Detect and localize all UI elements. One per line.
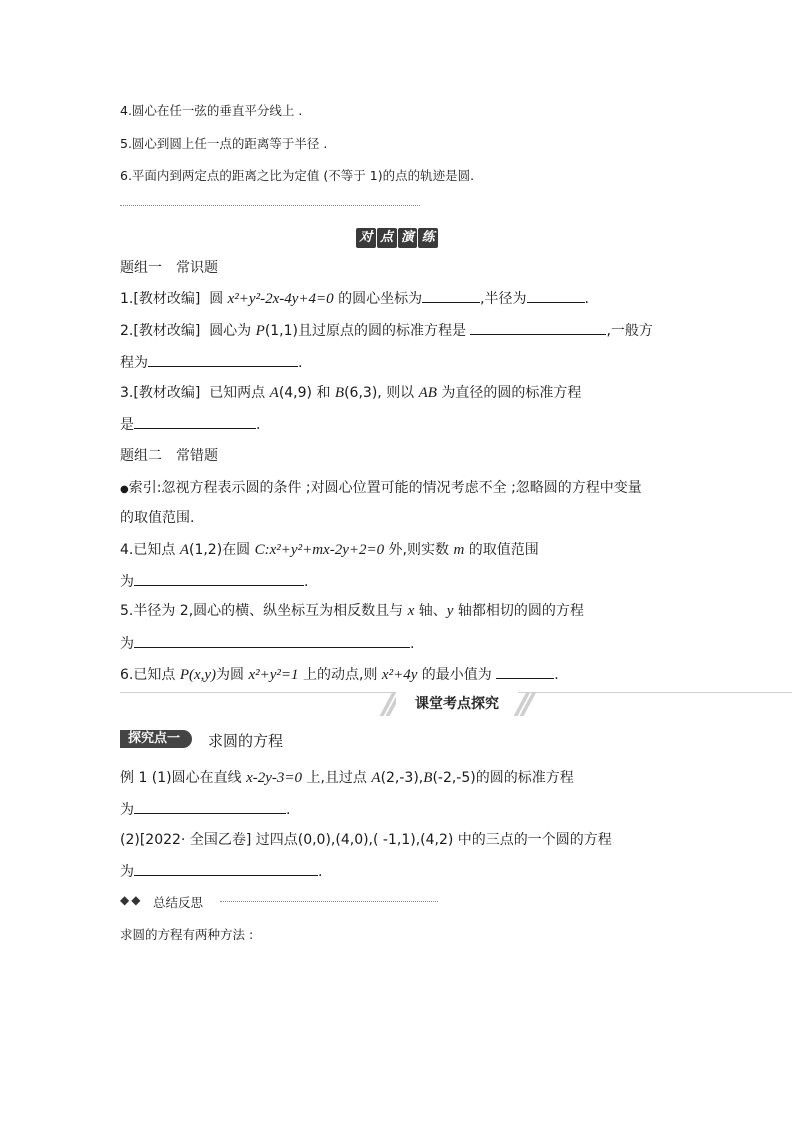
summary-dotted-line [220,901,438,902]
answer-blank[interactable] [134,414,256,429]
diamond-icon: ◆◆ [120,893,143,907]
answer-blank[interactable] [422,288,480,303]
question-3-line2: 是 . [120,414,260,435]
group1-title: 题组一 常识题 [120,260,218,276]
duidian-yanlian-badge: 对 点 演 练 [356,228,438,248]
answer-blank[interactable] [470,320,606,335]
error-index: ●索引:忽视方程表示圆的条件 ;对圆心位置可能的情况考虑不全 ;忽略圆的方程中变量 [120,480,642,496]
question-2: 2.[教材改编] 圆心为 P(1,1)且过原点的圆的标准方程是 ,一般方 [120,320,653,341]
question-2-line2: 程为 . [120,352,302,373]
dotted-separator [120,205,420,206]
property-item-6: 6.平面内到两定点的距离之比为定值 (不等于 1)的点的轨迹是圆. [120,168,475,183]
example-1-part-1: 例 1 (1)圆心在直线 x-2y-3=0 上,且过点 A(2,-3),B(-2,-5)的圆的标准方程 [120,770,574,786]
question-4: 4.已知点 A(1,2)在圆 C:x²+y²+mx-2y+2=0 外,则实数 m 的取值范围 [120,542,539,558]
example-1-part-2: (2)[2022· 全国乙卷] 过四点(0,0),(4,0),( -1,1),(4,2) 中的三点的一个圆的方程 [120,832,612,848]
example-1-part-1-line2: 为 . [120,799,290,820]
example-1-part-2-line2: 为 . [120,861,322,882]
answer-blank[interactable] [496,664,554,679]
answer-blank[interactable] [134,633,410,648]
answer-blank[interactable] [527,288,585,303]
summary-title: 总结反思 [153,895,204,910]
group2-title: 题组二 常错题 [120,448,218,464]
exploration-point-tag: 探究点一 [120,730,192,748]
section-title: 课堂考点探究 [396,692,518,716]
question-6: 6.已知点 P(x,y)为圆 x²+y²=1 上的动点,则 x²+4y 的最小值为 . [120,664,559,685]
question-5-line2: 为 . [120,633,414,654]
question-1: 1.[教材改编] 圆 x²+y²-2x-4y+4=0 的圆心坐标为 ,半径为 . [120,288,589,309]
section-banner [382,692,532,716]
summary-text: 求圆的方程有两种方法 : [120,927,254,942]
error-index-line2: 的取值范围. [120,510,195,526]
property-item-5: 5.圆心到圆上任一点的距离等于半径 . [120,136,328,151]
answer-blank[interactable] [134,799,286,814]
question-3: 3.[教材改编] 已知两点 A(4,9) 和 B(6,3), 则以 AB 为直径的圆的标准方程 [120,385,582,401]
answer-blank[interactable] [148,352,298,367]
exploration-point-title: 求圆的方程 [208,732,284,750]
answer-blank[interactable] [134,571,304,586]
question-5: 5.半径为 2,圆心的横、纵坐标互为相反数且与 x 轴、y 轴都相切的圆的方程 [120,603,584,619]
question-4-line2: 为 . [120,571,308,592]
property-item-4: 4.圆心在任一弦的垂直平分线上 . [120,103,303,118]
answer-blank[interactable] [134,861,318,876]
